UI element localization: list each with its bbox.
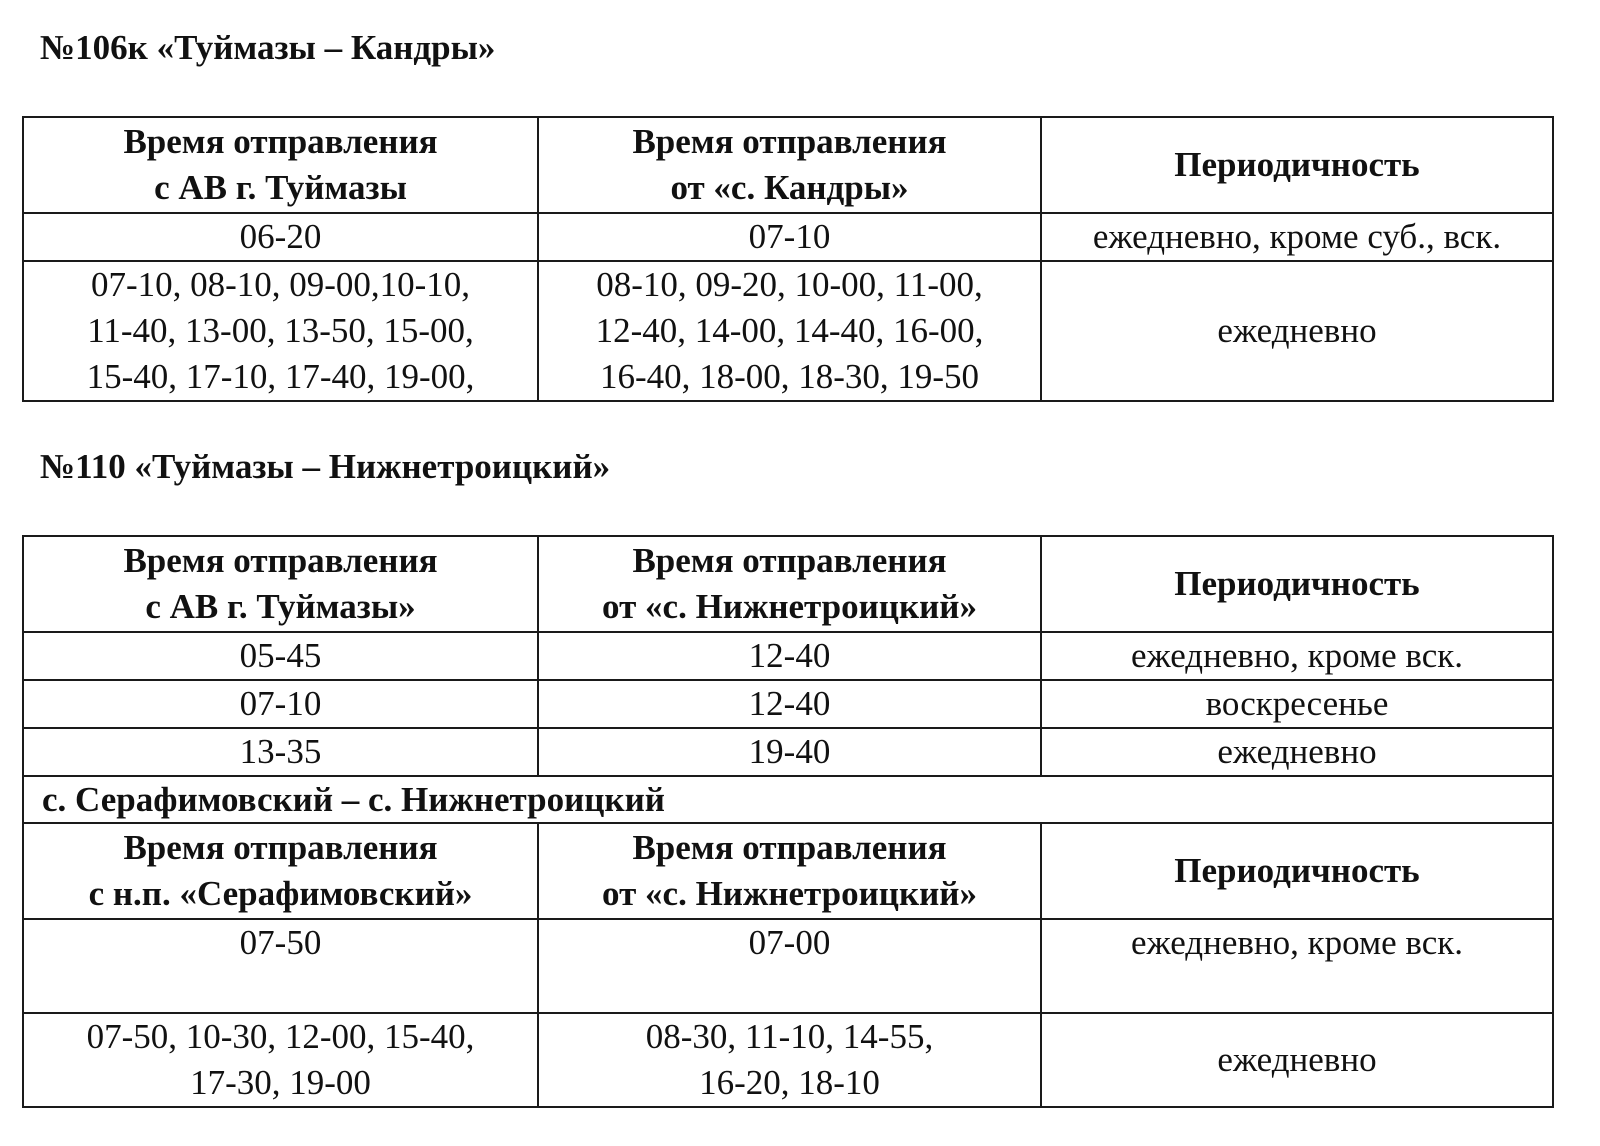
table-header-row	[23, 823, 1553, 919]
departure-to-cell: 07-00	[538, 919, 1041, 1013]
periodicity-cell: ежедневно	[1041, 728, 1553, 776]
route-110-title: №110 «Туймазы – Нижнетроицкий»	[40, 447, 611, 486]
periodicity-cell: ежедневно, кроме вск.	[1041, 919, 1553, 1013]
table-row	[23, 632, 1553, 680]
periodicity-cell: ежедневно, кроме вск.	[1041, 632, 1553, 680]
departure-from-cell: 07-10	[23, 680, 538, 728]
departure-to-cell: 12-40	[538, 680, 1041, 728]
departure-to-cell: 12-40	[538, 632, 1041, 680]
departure-from-cell: 06-20	[23, 213, 538, 261]
periodicity-cell: ежедневно	[1041, 1013, 1553, 1107]
departure-from-cell: 07-50, 10-30, 12-00, 15-40, 17-30, 19-00	[23, 1013, 538, 1107]
route-106k-title: №106к «Туймазы – Кандры»	[40, 28, 496, 67]
departure-to-cell: 08-10, 09-20, 10-00, 11-00, 12-40, 14-00, 14-40, 16-00, 16-40, 18-00, 18-30, 19-50	[538, 261, 1041, 401]
table-row	[23, 919, 1553, 1013]
header-departure-nizhnetroitsky: Время отправления от «с. Нижнетроицкий»	[538, 536, 1041, 632]
table-row	[23, 261, 1553, 401]
header-departure-tuymazy: Время отправления с АВ г. Туймазы	[23, 117, 538, 213]
departure-from-cell: 05-45	[23, 632, 538, 680]
table-row	[23, 213, 1553, 261]
header-periodicity: Периодичность	[1041, 117, 1553, 213]
header-periodicity: Периодичность	[1041, 536, 1553, 632]
header-periodicity: Периодичность	[1041, 823, 1553, 919]
table-row	[23, 1013, 1553, 1107]
departure-to-cell: 19-40	[538, 728, 1041, 776]
departure-from-cell: 07-50	[23, 919, 538, 1013]
departure-from-cell: 13-35	[23, 728, 538, 776]
departure-to-cell: 08-30, 11-10, 14-55, 16-20, 18-10	[538, 1013, 1041, 1107]
header-departure-serafimovsky: Время отправления с н.п. «Серафимовский»	[23, 823, 538, 919]
subsection-title: с. Серафимовский – с. Нижнетроицкий	[23, 776, 1553, 823]
periodicity-cell: воскресенье	[1041, 680, 1553, 728]
route-106k-table	[22, 116, 1554, 402]
table-row	[23, 728, 1553, 776]
subsection-title-row	[23, 776, 1553, 823]
header-departure-tuymazy: Время отправления с АВ г. Туймазы»	[23, 536, 538, 632]
route-110-table	[22, 535, 1554, 1108]
departure-to-cell: 07-10	[538, 213, 1041, 261]
header-departure-nizhnetroitsky: Время отправления от «с. Нижнетроицкий»	[538, 823, 1041, 919]
header-departure-kandry: Время отправления от «с. Кандры»	[538, 117, 1041, 213]
table-header-row	[23, 536, 1553, 632]
table-header-row	[23, 117, 1553, 213]
periodicity-cell: ежедневно	[1041, 261, 1553, 401]
periodicity-cell: ежедневно, кроме суб., вск.	[1041, 213, 1553, 261]
departure-from-cell: 07-10, 08-10, 09-00,10-10, 11-40, 13-00, 13-50, 15-00, 15-40, 17-10, 17-40, 19-00,	[23, 261, 538, 401]
table-row	[23, 680, 1553, 728]
